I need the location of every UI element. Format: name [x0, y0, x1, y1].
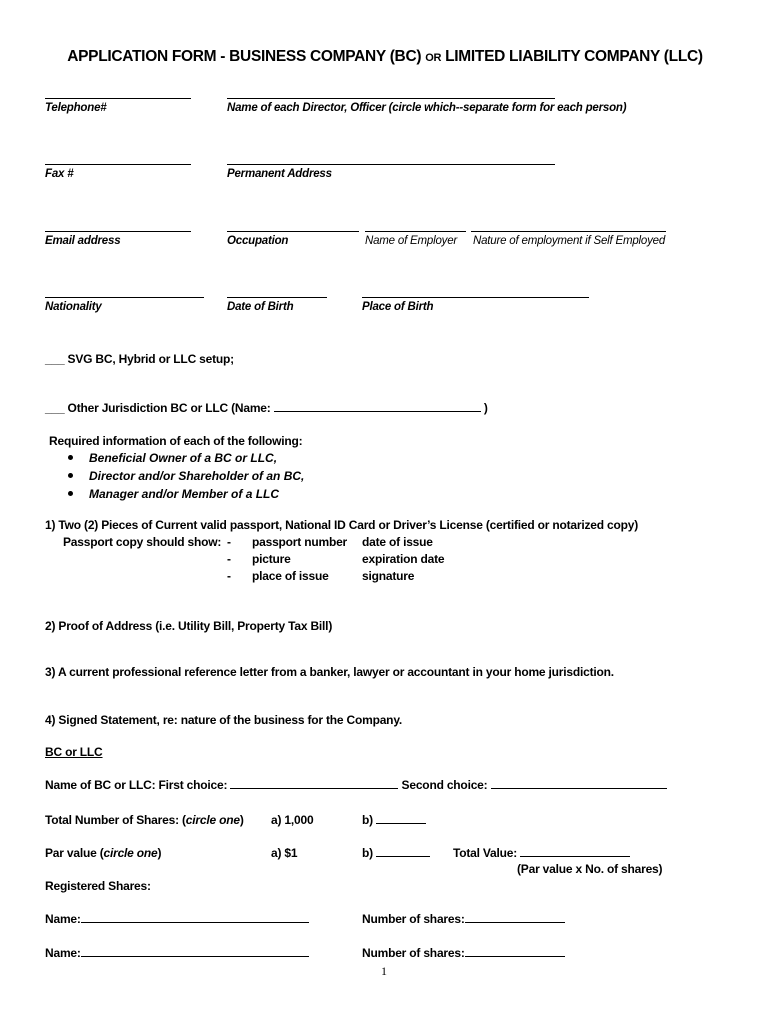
- par-value-label: Par value (circle one): [45, 846, 162, 860]
- shareholder-name-row: Name:: [45, 912, 309, 926]
- total-value-note: (Par value x No. of shares): [517, 862, 663, 876]
- page-title: APPLICATION FORM - BUSINESS COMPANY (BC) OR LIMITED LIABILITY COMPANY (LLC): [67, 48, 703, 65]
- telephone-label: Telephone#: [45, 102, 107, 114]
- bullet-dot-icon: [68, 491, 73, 496]
- par-option-b[interactable]: b): [362, 846, 430, 860]
- pob-line[interactable]: [362, 297, 589, 298]
- bullet-dot-icon: [68, 455, 73, 460]
- passport-item: passport number: [252, 535, 348, 549]
- passport-label: Passport copy should show:: [63, 535, 222, 549]
- passport-dash: -: [227, 535, 231, 549]
- director-name-line[interactable]: [227, 98, 555, 99]
- shareholder-name-field[interactable]: [81, 912, 309, 923]
- employer-line[interactable]: [365, 231, 466, 232]
- permanent-address-label: Permanent Address: [227, 168, 332, 180]
- dob-label: Date of Birth: [227, 301, 294, 313]
- passport-item: expiration date: [362, 552, 445, 566]
- shareholder-shares-field[interactable]: [465, 946, 565, 957]
- shares-option-b-field[interactable]: [376, 813, 426, 824]
- company-section-heading: BC or LLC: [45, 745, 103, 759]
- other-jurisdiction-name-field[interactable]: [274, 401, 481, 412]
- other-jurisdiction-close: ): [480, 401, 488, 415]
- shares-option-a[interactable]: a) 1,000: [271, 813, 314, 827]
- passport-item: date of issue: [362, 535, 433, 549]
- occupation-label: Occupation: [227, 235, 289, 247]
- other-jurisdiction-label: ___ Other Jurisdiction BC or LLC (Name:: [45, 401, 274, 415]
- pob-label: Place of Birth: [362, 301, 434, 313]
- fax-label: Fax #: [45, 168, 74, 180]
- nationality-line[interactable]: [45, 297, 204, 298]
- svg-setup-option[interactable]: ___ SVG BC, Hybrid or LLC setup;: [45, 352, 234, 366]
- nature-employment-label: Nature of employment if Self Employed: [473, 235, 666, 247]
- second-choice-field[interactable]: [491, 778, 667, 789]
- nationality-label: Nationality: [45, 301, 102, 313]
- company-name-row: Name of BC or LLC: First choice: Second choice:: [45, 778, 667, 792]
- shares-option-b[interactable]: b): [362, 813, 426, 827]
- required-heading: Required information of each of the following:: [49, 434, 303, 448]
- employer-label: Name of Employer: [365, 235, 458, 247]
- email-label: Email address: [45, 235, 121, 247]
- required-bullet: Manager and/or Member of a LLC: [68, 487, 279, 501]
- par-option-a[interactable]: a) $1: [271, 846, 298, 860]
- item-3-text: 3) A current professional reference letter from a banker, lawyer or accountant in your home jurisdiction.: [45, 665, 614, 679]
- shareholder-name-row: Name:: [45, 946, 309, 960]
- required-bullet: Director and/or Shareholder of an BC,: [68, 469, 304, 483]
- shareholder-shares-row: Number of shares:: [362, 946, 565, 960]
- passport-dash: -: [227, 552, 231, 566]
- shareholder-shares-row: Number of shares:: [362, 912, 565, 926]
- first-choice-field[interactable]: [230, 778, 398, 789]
- item-2-text: 2) Proof of Address (i.e. Utility Bill, Property Tax Bill): [45, 619, 333, 633]
- passport-dash: -: [227, 569, 231, 583]
- shareholder-name-field[interactable]: [81, 946, 309, 957]
- passport-item: place of issue: [252, 569, 329, 583]
- page-number: 1: [381, 964, 387, 978]
- telephone-line[interactable]: [45, 98, 191, 99]
- passport-item: picture: [252, 552, 291, 566]
- shareholder-shares-field[interactable]: [465, 912, 565, 923]
- par-option-b-field[interactable]: [376, 846, 430, 857]
- director-name-label: Name of each Director, Officer (circle which--separate form for each person): [227, 102, 627, 114]
- dob-line[interactable]: [227, 297, 327, 298]
- email-line[interactable]: [45, 231, 191, 232]
- fax-line[interactable]: [45, 164, 191, 165]
- permanent-address-line[interactable]: [227, 164, 555, 165]
- required-bullet: Beneficial Owner of a BC or LLC,: [68, 451, 277, 465]
- total-shares-label: Total Number of Shares: (circle one): [45, 813, 244, 827]
- registered-shares-label: Registered Shares:: [45, 879, 151, 893]
- item-1-text: 1) Two (2) Pieces of Current valid passport, National ID Card or Driver’s License (certified or notarized copy): [45, 518, 639, 532]
- total-value-row: Total Value:: [453, 846, 630, 860]
- nature-employment-line[interactable]: [471, 231, 666, 232]
- other-jurisdiction-option[interactable]: [45, 401, 488, 415]
- occupation-line[interactable]: [227, 231, 359, 232]
- bullet-dot-icon: [68, 473, 73, 478]
- total-value-field[interactable]: [520, 846, 630, 857]
- passport-item: signature: [362, 569, 415, 583]
- item-4-text: 4) Signed Statement, re: nature of the business for the Company.: [45, 713, 403, 727]
